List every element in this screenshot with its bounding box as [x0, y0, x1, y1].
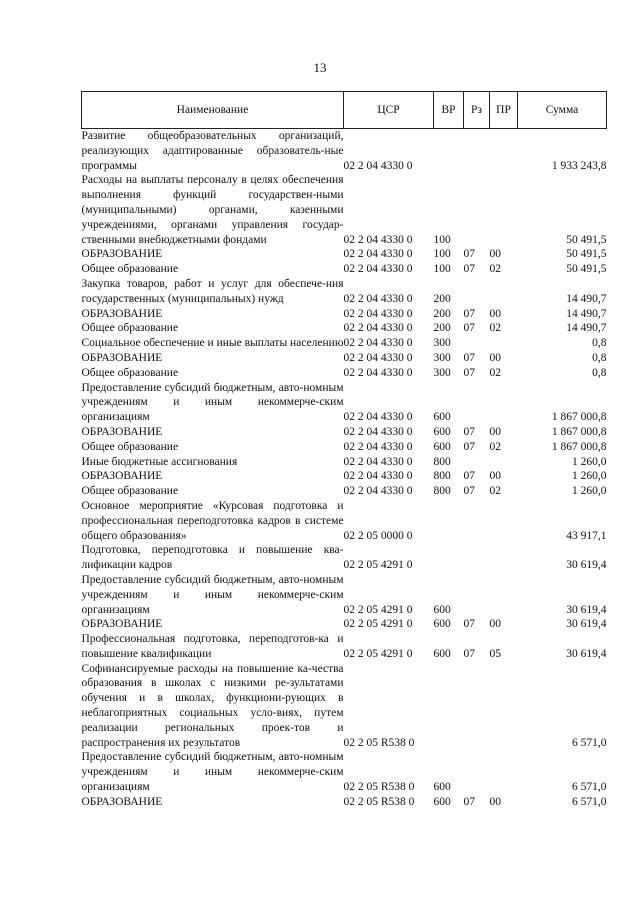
table-row [82, 366, 607, 381]
cell-csr: 02 2 05 4291 0 [343, 603, 413, 616]
table-row [82, 336, 607, 351]
cell-vr: 600 [433, 411, 451, 424]
cell-vr: 600 [433, 781, 451, 794]
cell-rz [464, 543, 490, 573]
cell-pr: 00 [489, 618, 501, 631]
cell-pr [490, 336, 518, 351]
table-row [82, 573, 607, 617]
cell-rz [464, 499, 490, 543]
table-row [82, 173, 607, 247]
cell-vr [434, 543, 464, 573]
cell-rz: 07 [463, 485, 475, 498]
cell-sum: 30 619,4 [566, 618, 607, 631]
cell-sum: 1 933 243,8 [551, 159, 607, 172]
header-vr: ВР [434, 92, 464, 129]
cell-pr [490, 173, 518, 247]
cell-sum: 30 619,4 [566, 603, 607, 616]
cell-name: ОБРАЗОВАНИЕ [81, 425, 163, 438]
cell-rz [464, 662, 490, 751]
cell-csr: 02 2 04 4330 0 [343, 292, 413, 305]
cell-sum: 1 260,0 [572, 485, 607, 498]
cell-rz: 07 [463, 263, 475, 276]
cell-name: Предоставление субсидий бюджетным, авто-номным учреждениям и иным некоммерче-ским организациям [81, 573, 344, 616]
cell-pr [490, 129, 518, 174]
table-row [82, 440, 607, 455]
table-row [82, 632, 607, 662]
table-header [82, 92, 607, 129]
cell-sum: 0,8 [592, 337, 607, 350]
cell-sum: 50 491,5 [566, 233, 607, 246]
cell-vr [434, 499, 464, 543]
cell-csr: 02 2 05 R538 0 [343, 781, 415, 794]
table-row [82, 543, 607, 573]
cell-name: Расходы на выплаты персоналу в целях обеспечения выполнения функций государствен-ными (муниципальными) органами, казенными учреждениями, органами управления государ-ственными внебюджетными фондами [81, 174, 344, 246]
cell-vr: 300 [433, 366, 451, 379]
cell-sum: 1 867 000,8 [551, 411, 607, 424]
cell-name: Софинансируемые расходы на повышение ка-чества образования в школах с низкими ре-зультатами обучения и в школах, функциони-рующих в неблагоприятных социальных усло-виях, путем реализации региональных проек-тов и распространения их результатов [81, 662, 344, 749]
cell-name: Общее образование [81, 263, 179, 276]
cell-name: Предоставление субсидий бюджетным, авто-номным учреждениям и иным некоммерче-ским организациям [81, 381, 344, 424]
cell-sum: 1 867 000,8 [551, 425, 607, 438]
table-row [82, 499, 607, 543]
table-row [82, 455, 607, 470]
table-row [82, 321, 607, 336]
cell-sum: 0,8 [592, 366, 607, 379]
cell-vr: 600 [433, 647, 451, 660]
cell-vr [434, 662, 464, 751]
cell-pr: 02 [489, 366, 501, 379]
cell-sum: 50 491,5 [566, 248, 607, 261]
cell-rz: 07 [463, 248, 475, 261]
cell-rz: 07 [463, 647, 475, 660]
table-row [82, 277, 607, 307]
cell-sum: 6 571,0 [572, 781, 607, 794]
cell-pr: 00 [489, 307, 501, 320]
cell-vr: 800 [433, 455, 451, 468]
cell-pr [490, 499, 518, 543]
cell-csr: 02 2 05 4291 0 [343, 647, 413, 660]
cell-csr: 02 2 04 4330 0 [343, 485, 413, 498]
header-csr: ЦСР [344, 92, 434, 129]
cell-name: ОБРАЗОВАНИЕ [81, 248, 163, 261]
cell-vr: 600 [433, 603, 451, 616]
cell-pr: 00 [489, 795, 501, 808]
table-row [82, 381, 607, 425]
cell-name: Развитие общеобразовательных организаций, реализующих адаптированные образователь-ные программы [81, 130, 344, 172]
cell-vr: 300 [433, 351, 451, 364]
cell-pr: 02 [489, 263, 501, 276]
cell-sum: 6 571,0 [572, 736, 607, 749]
cell-csr: 02 2 04 4330 0 [343, 307, 413, 320]
cell-vr: 200 [433, 292, 451, 305]
cell-rz [464, 455, 490, 470]
cell-name: Общее образование [81, 440, 179, 453]
cell-pr [490, 750, 518, 794]
cell-sum: 30 619,4 [566, 647, 607, 660]
cell-name: ОБРАЗОВАНИЕ [81, 795, 163, 808]
cell-rz: 07 [463, 307, 475, 320]
cell-sum: 1 867 000,8 [551, 440, 607, 453]
cell-pr: 05 [489, 647, 501, 660]
cell-sum: 6 571,0 [572, 795, 607, 808]
budget-table [81, 91, 607, 810]
cell-pr: 00 [489, 425, 501, 438]
cell-pr [490, 543, 518, 573]
cell-csr: 02 2 04 4330 0 [343, 351, 413, 364]
cell-csr: 02 2 04 4330 0 [343, 470, 413, 483]
table-row [82, 484, 607, 499]
cell-csr: 02 2 04 4330 0 [343, 337, 413, 350]
table-row [82, 262, 607, 277]
table-row [82, 425, 607, 440]
cell-rz: 07 [463, 322, 475, 335]
cell-name: ОБРАЗОВАНИЕ [81, 307, 163, 320]
table-row [82, 750, 607, 794]
cell-csr: 02 2 04 4330 0 [343, 440, 413, 453]
cell-vr: 800 [433, 470, 451, 483]
cell-vr: 600 [433, 440, 451, 453]
cell-csr: 02 2 04 4330 0 [343, 425, 413, 438]
table-row [82, 129, 607, 174]
cell-vr [434, 129, 464, 174]
header-name: Наименование [82, 92, 344, 129]
cell-rz [464, 173, 490, 247]
table-row [82, 617, 607, 632]
cell-name: Общее образование [81, 366, 179, 379]
cell-rz [464, 381, 490, 425]
cell-pr: 00 [489, 470, 501, 483]
table-row [82, 307, 607, 322]
cell-sum: 1 260,0 [572, 455, 607, 468]
cell-rz: 07 [463, 440, 475, 453]
table-row [82, 662, 607, 751]
table-row [82, 247, 607, 262]
cell-csr: 02 2 04 4330 0 [343, 366, 413, 379]
cell-rz: 07 [463, 366, 475, 379]
cell-vr: 600 [433, 795, 451, 808]
cell-pr [490, 277, 518, 307]
cell-pr [490, 573, 518, 617]
cell-csr: 02 2 05 4291 0 [343, 618, 413, 631]
cell-csr: 02 2 05 R538 0 [343, 795, 415, 808]
cell-pr: 02 [489, 440, 501, 453]
cell-name: Общее образование [81, 485, 179, 498]
cell-csr: 02 2 04 4330 0 [343, 233, 413, 246]
cell-rz [464, 277, 490, 307]
cell-name: Подготовка, переподготовка и повышение ква-лификации кадров [81, 544, 344, 572]
cell-name: Основное мероприятие «Курсовая подготовка и профессиональная переподготовка кадров в системе общего образования» [81, 499, 344, 542]
cell-vr: 100 [433, 233, 451, 246]
header-row [82, 92, 607, 129]
header-sum: Сумма [518, 92, 607, 129]
cell-csr: 02 2 04 4330 0 [343, 322, 413, 335]
cell-rz: 07 [463, 470, 475, 483]
cell-pr: 02 [489, 322, 501, 335]
table-row [82, 795, 607, 810]
cell-name: Закупка товаров, работ и услуг для обеспече-ния государственных (муниципальных) нужд [81, 277, 344, 305]
cell-pr: 02 [489, 485, 501, 498]
cell-name: Общее образование [81, 322, 179, 335]
page-number: 13 [313, 60, 327, 75]
table-body [82, 129, 607, 810]
cell-name: ОБРАЗОВАНИЕ [81, 618, 163, 631]
cell-rz [464, 750, 490, 794]
cell-csr: 02 2 04 4330 0 [343, 411, 413, 424]
cell-csr: 02 2 04 4330 0 [343, 455, 413, 468]
cell-rz: 07 [463, 351, 475, 364]
cell-sum: 43 917,1 [566, 529, 607, 542]
cell-csr: 02 2 04 4330 0 [343, 159, 413, 172]
cell-sum: 1 260,0 [572, 470, 607, 483]
cell-pr [490, 381, 518, 425]
cell-name: Предоставление субсидий бюджетным, авто-номным учреждениям и иным некоммерче-ским организациям [81, 751, 344, 794]
cell-pr [490, 662, 518, 751]
cell-rz [464, 573, 490, 617]
cell-csr: 02 2 04 4330 0 [343, 263, 413, 276]
table-row [82, 469, 607, 484]
cell-name: Иные бюджетные ассигнования [81, 455, 238, 468]
cell-pr [490, 455, 518, 470]
cell-vr: 600 [433, 618, 451, 631]
cell-name: ОБРАЗОВАНИЕ [81, 470, 163, 483]
cell-vr: 200 [433, 307, 451, 320]
cell-rz: 07 [463, 425, 475, 438]
header-pr: ПР [490, 92, 518, 129]
cell-sum: 30 619,4 [566, 559, 607, 572]
cell-csr: 02 2 04 4330 0 [343, 248, 413, 261]
cell-sum: 14 490,7 [566, 292, 607, 305]
cell-vr: 600 [433, 425, 451, 438]
cell-pr: 00 [489, 351, 501, 364]
cell-vr: 800 [433, 485, 451, 498]
cell-sum: 50 491,5 [566, 263, 607, 276]
cell-csr: 02 2 05 R538 0 [343, 736, 415, 749]
cell-vr: 300 [433, 337, 451, 350]
cell-rz: 07 [463, 795, 475, 808]
cell-name: Социальное обеспечение и иные выплаты населению [81, 337, 344, 350]
cell-rz [464, 129, 490, 174]
cell-sum: 14 490,7 [566, 322, 607, 335]
cell-sum: 14 490,7 [566, 307, 607, 320]
cell-vr: 100 [433, 263, 451, 276]
table-row [82, 351, 607, 366]
cell-rz [464, 336, 490, 351]
cell-rz: 07 [463, 618, 475, 631]
cell-sum: 0,8 [592, 351, 607, 364]
cell-csr: 02 2 05 4291 0 [343, 559, 413, 572]
cell-vr: 100 [433, 248, 451, 261]
cell-name: Профессиональная подготовка, переподготов-ка и повышение квалификации [81, 633, 344, 660]
header-rz: Рз [464, 92, 490, 129]
cell-name: ОБРАЗОВАНИЕ [81, 351, 163, 364]
cell-vr: 200 [433, 322, 451, 335]
cell-pr: 00 [489, 248, 501, 261]
cell-csr: 02 2 05 0000 0 [343, 529, 413, 542]
